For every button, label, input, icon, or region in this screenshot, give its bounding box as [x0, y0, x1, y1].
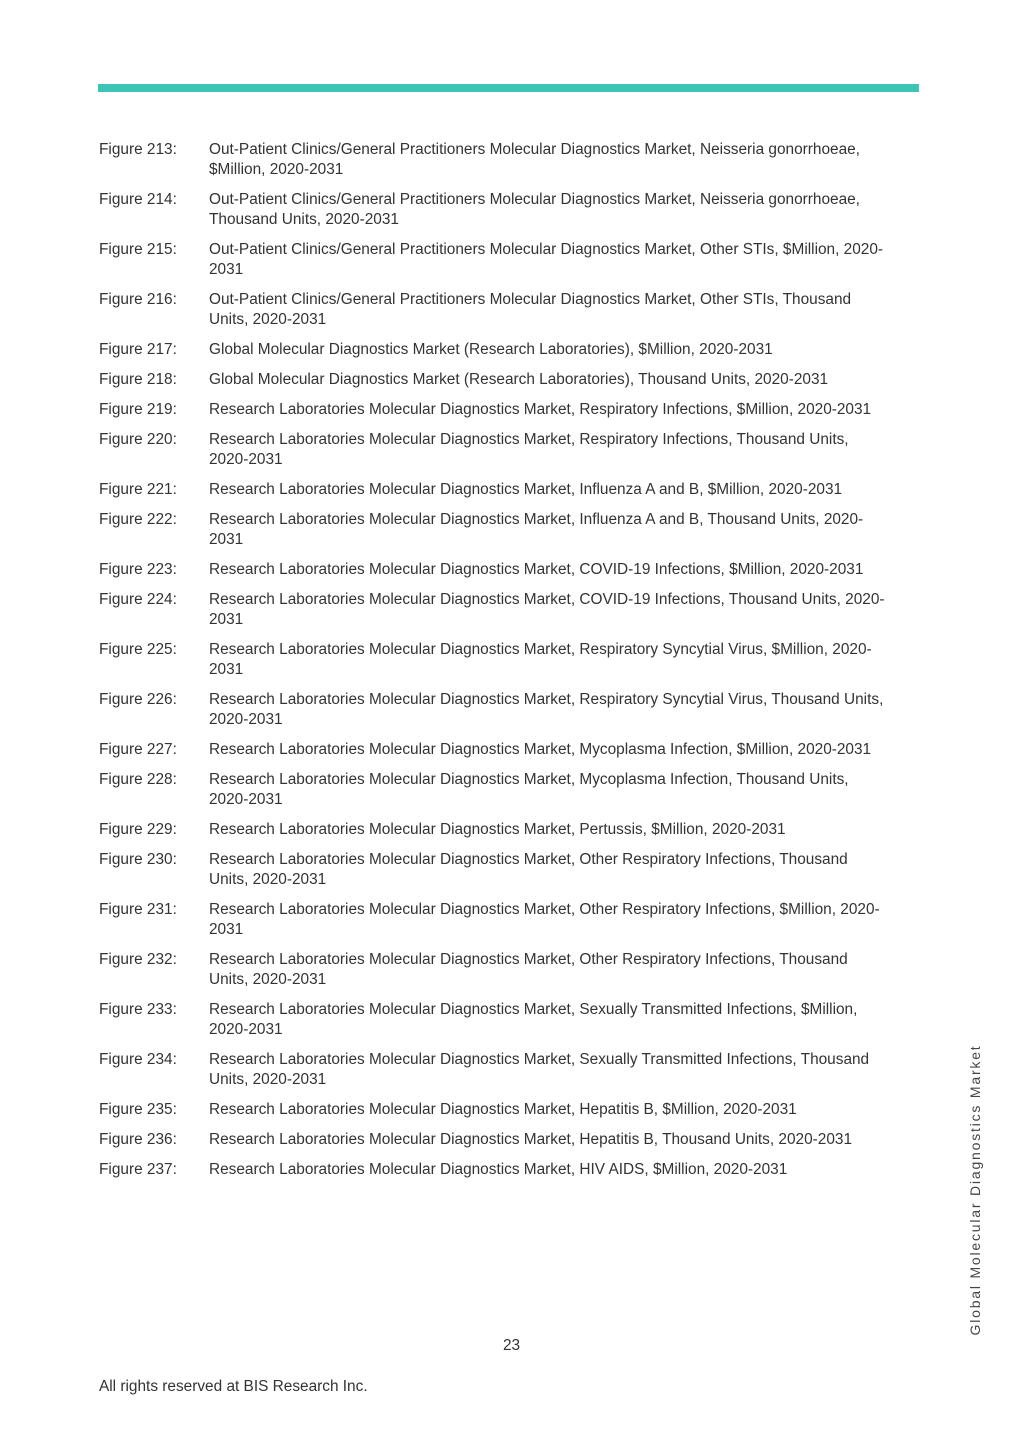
- figure-number: Figure 223:: [99, 561, 177, 578]
- list-item: [99, 740, 899, 760]
- figure-number: Figure 227:: [99, 741, 177, 758]
- figure-title: Research Laboratories Molecular Diagnostics Market, COVID-19 Infections, $Million, 2020-2031: [209, 561, 864, 578]
- running-title: Global Molecular Diagnostics Market: [967, 1044, 983, 1336]
- figure-title: Research Laboratories Molecular Diagnostics Market, Mycoplasma Infection, Thousand Units, 2020-2031: [209, 771, 849, 808]
- figure-number: Figure 231:: [99, 901, 177, 918]
- figure-number: Figure 233:: [99, 1001, 177, 1018]
- header-accent-bar: [98, 84, 919, 92]
- figure-number: Figure 221:: [99, 481, 177, 498]
- figure-title: Global Molecular Diagnostics Market (Research Laboratories), Thousand Units, 2020-2031: [209, 371, 829, 388]
- list-item: [99, 900, 899, 940]
- list-item: [99, 290, 899, 330]
- figure-title: Research Laboratories Molecular Diagnostics Market, Hepatitis B, Thousand Units, 2020-2031: [209, 1131, 853, 1148]
- footer-copyright: All rights reserved at BIS Research Inc.: [99, 1378, 368, 1395]
- figure-number: Figure 216:: [99, 291, 177, 308]
- list-item: [99, 140, 899, 180]
- list-item: [99, 590, 899, 630]
- figure-number: Figure 228:: [99, 771, 177, 788]
- list-item: [99, 1100, 899, 1120]
- list-item: [99, 240, 899, 280]
- figure-title: Research Laboratories Molecular Diagnostics Market, Respiratory Syncytial Virus, Thousand Units, 2020-2031: [209, 691, 884, 728]
- list-item: [99, 1160, 899, 1180]
- figure-title: Out-Patient Clinics/General Practitioners Molecular Diagnostics Market, Neisseria gonorrhoeae, $Million, 2020-2031: [209, 141, 860, 178]
- figure-title: Research Laboratories Molecular Diagnostics Market, Respiratory Infections, Thousand Units, 2020-2031: [209, 431, 849, 468]
- figure-title: Research Laboratories Molecular Diagnostics Market, Respiratory Syncytial Virus, $Million, 2020-2031: [209, 641, 872, 678]
- figure-number: Figure 217:: [99, 341, 177, 358]
- list-item: [99, 190, 899, 230]
- figure-title: Out-Patient Clinics/General Practitioners Molecular Diagnostics Market, Neisseria gonorrhoeae, Thousand Units, 2020-2031: [209, 191, 860, 228]
- list-item: [99, 480, 899, 500]
- list-item: [99, 560, 899, 580]
- list-item: [99, 640, 899, 680]
- figure-number: Figure 220:: [99, 431, 177, 448]
- figure-number: Figure 229:: [99, 821, 177, 838]
- figure-title: Research Laboratories Molecular Diagnostics Market, Other Respiratory Infections, Thousand Units, 2020-2031: [209, 951, 848, 988]
- list-item: [99, 510, 899, 550]
- figure-title: Out-Patient Clinics/General Practitioners Molecular Diagnostics Market, Other STIs, $Million, 2020-2031: [209, 241, 884, 278]
- figure-title: Out-Patient Clinics/General Practitioners Molecular Diagnostics Market, Other STIs, Thousand Units, 2020-2031: [209, 291, 852, 328]
- figure-title: Research Laboratories Molecular Diagnostics Market, Sexually Transmitted Infections, $Million, 2020-2031: [209, 1001, 858, 1038]
- list-item: [99, 400, 899, 420]
- page-number: 23: [502, 1337, 521, 1354]
- figure-title: Research Laboratories Molecular Diagnostics Market, COVID-19 Infections, Thousand Units, 2020-2031: [209, 591, 885, 628]
- list-item: [99, 370, 899, 390]
- list-of-figures: [99, 140, 899, 1190]
- figure-title: Research Laboratories Molecular Diagnostics Market, Influenza A and B, Thousand Units, 2020-2031: [209, 511, 864, 548]
- figure-title: Research Laboratories Molecular Diagnostics Market, Sexually Transmitted Infections, Thousand Units, 2020-2031: [209, 1051, 870, 1088]
- figure-number: Figure 214:: [99, 191, 177, 208]
- figure-number: Figure 232:: [99, 951, 177, 968]
- list-item: [99, 690, 899, 730]
- figure-title: Global Molecular Diagnostics Market (Research Laboratories), $Million, 2020-2031: [209, 341, 773, 358]
- list-item: [99, 820, 899, 840]
- figure-number: Figure 218:: [99, 371, 177, 388]
- list-item: [99, 770, 899, 810]
- list-item: [99, 950, 899, 990]
- list-item: [99, 1050, 899, 1090]
- figure-number: Figure 224:: [99, 591, 177, 608]
- figure-title: Research Laboratories Molecular Diagnostics Market, Other Respiratory Infections, Thousand Units, 2020-2031: [209, 851, 848, 888]
- figure-number: Figure 236:: [99, 1131, 177, 1148]
- list-item: [99, 340, 899, 360]
- figure-number: Figure 230:: [99, 851, 177, 868]
- figure-number: Figure 235:: [99, 1101, 177, 1118]
- figure-number: Figure 237:: [99, 1161, 177, 1178]
- list-item: [99, 430, 899, 470]
- figure-number: Figure 219:: [99, 401, 177, 418]
- list-item: [99, 1130, 899, 1150]
- figure-number: Figure 222:: [99, 511, 177, 528]
- figure-number: Figure 215:: [99, 241, 177, 258]
- figure-number: Figure 226:: [99, 691, 177, 708]
- figure-number: Figure 234:: [99, 1051, 177, 1068]
- list-item: [99, 850, 899, 890]
- figure-title: Research Laboratories Molecular Diagnostics Market, Pertussis, $Million, 2020-2031: [209, 821, 786, 838]
- list-item: [99, 1000, 899, 1040]
- figure-title: Research Laboratories Molecular Diagnostics Market, Hepatitis B, $Million, 2020-2031: [209, 1101, 797, 1118]
- figure-title: Research Laboratories Molecular Diagnostics Market, Other Respiratory Infections, $Million, 2020-2031: [209, 901, 880, 938]
- figure-number: Figure 213:: [99, 141, 177, 158]
- figure-title: Research Laboratories Molecular Diagnostics Market, Mycoplasma Infection, $Million, 2020-2031: [209, 741, 872, 758]
- figure-title: Research Laboratories Molecular Diagnostics Market, Respiratory Infections, $Million, 2020-2031: [209, 401, 872, 418]
- figure-title: Research Laboratories Molecular Diagnostics Market, Influenza A and B, $Million, 2020-2031: [209, 481, 843, 498]
- figure-title: Research Laboratories Molecular Diagnostics Market, HIV AIDS, $Million, 2020-2031: [209, 1161, 788, 1178]
- figure-number: Figure 225:: [99, 641, 177, 658]
